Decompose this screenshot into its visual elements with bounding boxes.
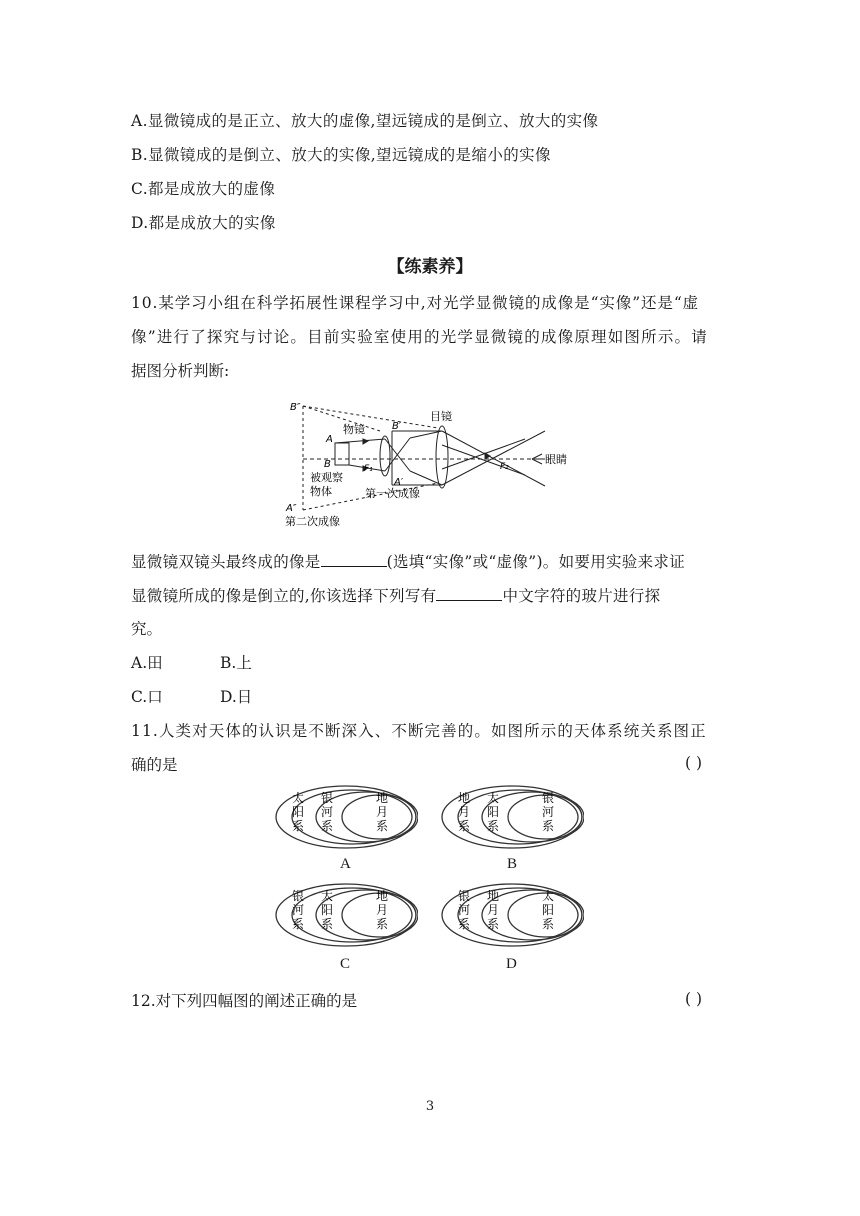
q10-stem-line3: 据图分析判断: <box>131 362 230 380</box>
middle-label: 银 <box>320 791 334 805</box>
middle-label: 阳 <box>486 805 500 819</box>
inner-label: 地 <box>375 889 389 903</box>
diagram-caption-b: B <box>507 856 518 872</box>
diagram-caption-a: A <box>340 856 351 872</box>
q10-fill-line2 <box>131 584 660 607</box>
label-objective: 物镜 <box>343 423 365 436</box>
q10-fill-line1-a: 显微镜双镜头最终成的像是 <box>131 553 321 571</box>
label-b: B <box>324 459 331 470</box>
outer-label: 太 <box>291 791 305 805</box>
microscope-diagram <box>280 393 600 533</box>
label-a-double-prime: A″ <box>286 503 297 514</box>
q11-stem-line1: 11.人类对天体的认识是不断深入、不断完善的。如图所示的天体系统关系图正 <box>131 722 707 740</box>
q10-stem-line2: 像”进行了探究与讨论。目前实验室使用的光学显微镜的成像原理如图所示。请 <box>131 328 708 346</box>
celestial-diagram-a <box>274 784 418 850</box>
outer-label: 银 <box>457 889 471 903</box>
label-eyepiece: 目镜 <box>430 410 452 423</box>
q10-fill-line1-b: (选填“实像”或“虚像”)。如要用实验来求证 <box>386 553 686 571</box>
answer-blank-2[interactable] <box>436 584 502 601</box>
outer-label: 系 <box>457 917 471 931</box>
q9-option-b: B.显微镜成的是倒立、放大的实像,望远镜成的是缩小的实像 <box>131 146 551 164</box>
inner-label: 系 <box>541 917 555 931</box>
q11-stem-line2: 确的是 <box>131 756 178 774</box>
middle-label: 地 <box>486 889 500 903</box>
q10-fill-line3: 究。 <box>131 620 163 638</box>
label-a: A <box>326 434 333 445</box>
inner-label: 银 <box>541 791 555 805</box>
inner-label: 地 <box>375 791 389 805</box>
label-b-double-prime: B″ <box>290 402 301 413</box>
diagram-caption-c: C <box>340 956 351 972</box>
outer-label: 河 <box>457 903 471 917</box>
q10-stem-line1: 10.某学习小组在科学拓展性课程学习中,对光学显微镜的成像是“实像”还是“虚 <box>131 294 700 312</box>
inner-label: 月 <box>375 805 389 819</box>
middle-label: 阳 <box>320 903 334 917</box>
q10-option-c: C.口 <box>131 688 163 706</box>
q11-answer-paren[interactable]: ( ) <box>685 754 703 772</box>
q9-option-d: D.都是成放大的实像 <box>131 214 276 232</box>
q9-option-c: C.都是成放大的虚像 <box>131 180 276 198</box>
middle-label: 系 <box>486 819 500 833</box>
inner-label: 太 <box>541 889 555 903</box>
outer-ellipse-inner-ring <box>292 888 412 942</box>
q10-option-b: B.上 <box>220 654 252 672</box>
inner-label: 系 <box>541 819 555 833</box>
outer-ellipse-inner-ring <box>458 888 578 942</box>
label-observed-2: 物体 <box>310 485 332 498</box>
outer-label: 银 <box>291 889 305 903</box>
q10-fill-line2-b: 中文字符的玻片进行探 <box>502 587 661 605</box>
middle-label: 河 <box>320 805 334 819</box>
q12-stem: 12.对下列四幅图的阐述正确的是 <box>131 992 358 1010</box>
q12-answer-paren[interactable]: ( ) <box>685 990 703 1008</box>
q10-fill-line1 <box>131 550 685 573</box>
inner-label: 系 <box>375 917 389 931</box>
celestial-diagram-c <box>274 882 418 948</box>
outer-label: 河 <box>291 903 305 917</box>
page-number: 3 <box>425 1099 435 1114</box>
middle-label: 太 <box>486 791 500 805</box>
q10-option-d: D.日 <box>220 688 253 706</box>
label-f1: F₁ <box>364 464 373 474</box>
outer-label: 系 <box>291 819 305 833</box>
celestial-diagram-b <box>440 784 584 850</box>
outer-label: 系 <box>457 819 471 833</box>
q9-option-a: A.显微镜成的是正立、放大的虚像,望远镜成的是倒立、放大的实像 <box>131 112 599 130</box>
outer-ellipse-inner-ring <box>292 790 412 844</box>
outer-label: 阳 <box>291 805 305 819</box>
outer-label: 月 <box>457 805 471 819</box>
inner-label: 月 <box>375 903 389 917</box>
answer-blank-1[interactable] <box>321 550 387 567</box>
celestial-diagram-d <box>440 882 584 948</box>
label-eye: 眼睛 <box>545 453 567 466</box>
label-b-prime: B′ <box>392 421 402 432</box>
inner-label: 河 <box>541 805 555 819</box>
inner-label: 系 <box>375 819 389 833</box>
label-f2: F₂ <box>500 462 509 472</box>
label-observed-1: 被观察 <box>310 471 343 484</box>
middle-label: 月 <box>486 903 500 917</box>
section-heading: 【练素养】 <box>387 257 473 277</box>
middle-label: 系 <box>320 917 334 931</box>
outer-ellipse-inner-ring <box>458 790 578 844</box>
middle-label: 系 <box>486 917 500 931</box>
diagram-caption-d: D <box>506 956 517 972</box>
outer-label: 地 <box>457 791 471 805</box>
label-first-image: 第一次成像 <box>365 487 420 500</box>
label-a-prime: A′ <box>394 477 404 488</box>
middle-label: 太 <box>320 889 334 903</box>
q10-fill-line2-a: 显微镜所成的像是倒立的,你该选择下列写有 <box>131 587 437 605</box>
label-second-image: 第二次成像 <box>285 515 340 528</box>
middle-label: 系 <box>320 819 334 833</box>
inner-label: 阳 <box>541 903 555 917</box>
q10-option-a: A.田 <box>131 654 163 672</box>
outer-label: 系 <box>291 917 305 931</box>
